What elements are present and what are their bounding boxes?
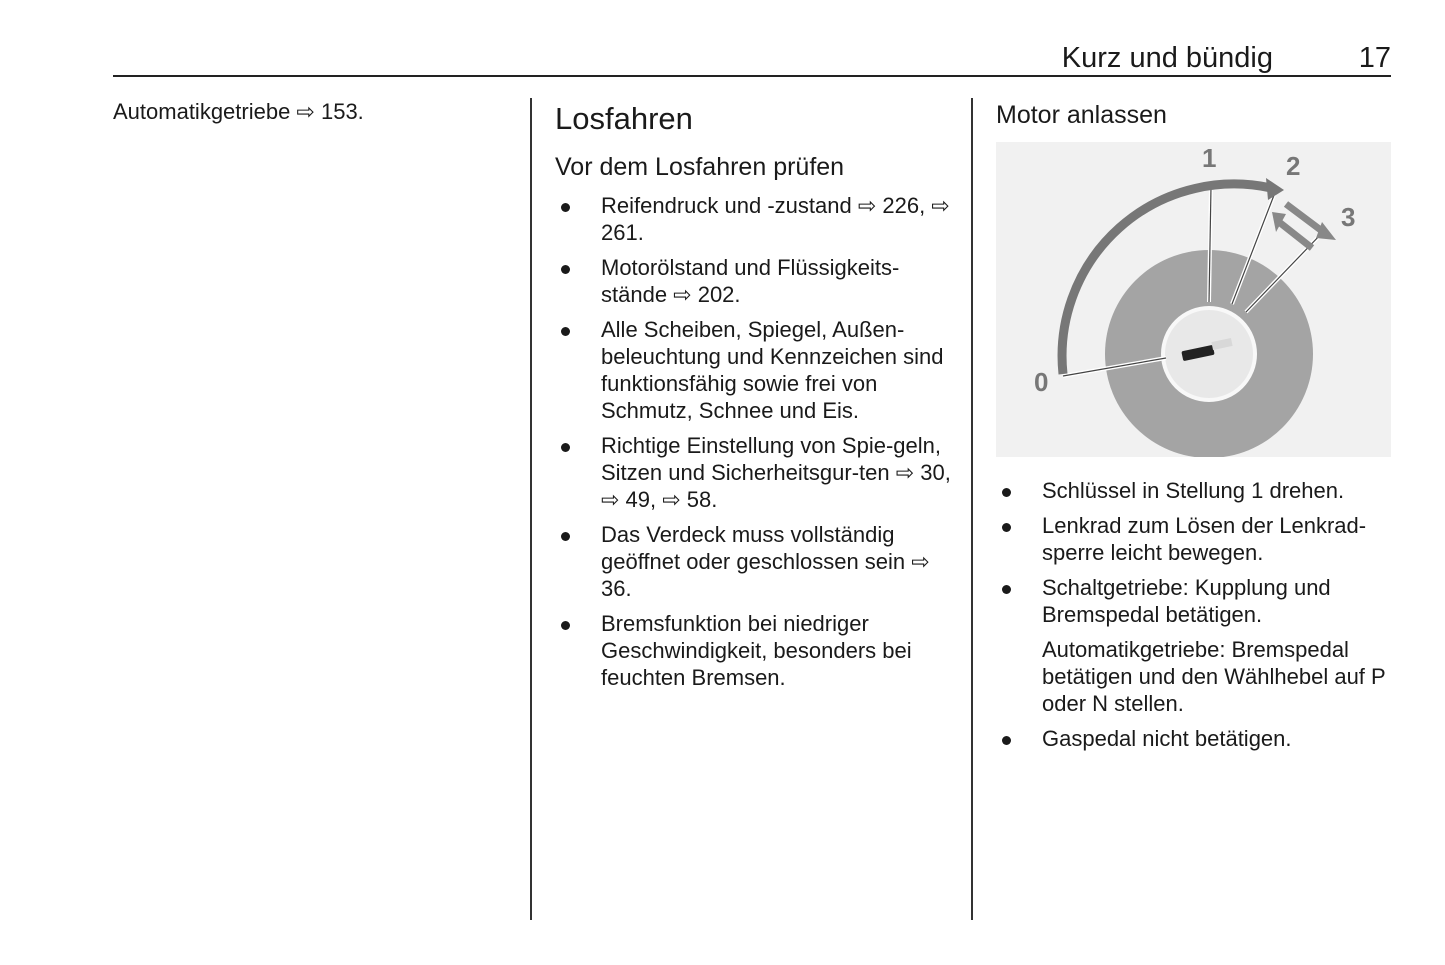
subsection-heading: Motor anlassen (996, 101, 1167, 129)
list-item: Schlüssel in Stellung 1 drehen. (996, 477, 1396, 504)
middle-column (555, 98, 955, 699)
bullet-icon (1002, 488, 1011, 497)
section-heading: Losfahren (555, 101, 693, 136)
list-item: Bremsfunktion bei niedriger Geschwindigkeit, besonders bei feuchten Bremsen. (555, 610, 955, 691)
right-column (996, 98, 1396, 760)
start-steps-list (996, 477, 1396, 752)
bullet-icon (1002, 585, 1011, 594)
column-divider (530, 98, 532, 920)
running-header-title: Kurz und bündig (1061, 42, 1273, 74)
checklist (555, 192, 955, 691)
page-number: 17 (1358, 42, 1391, 74)
bullet-icon (561, 443, 570, 452)
column-divider (971, 98, 973, 920)
position-label-3: 3 (1341, 202, 1356, 232)
list-item: Motorölstand und Flüssigkeits-stände ⇨ 202. (555, 254, 955, 308)
bullet-icon (561, 621, 570, 630)
bullet-icon (561, 203, 570, 212)
left-column (113, 98, 518, 125)
position-label-1: 1 (1202, 143, 1217, 173)
list-item: Das Verdeck muss vollständig geöffnet oder geschlossen sein ⇨ 36. (555, 521, 955, 602)
bullet-icon (561, 327, 570, 336)
list-item: Gaspedal nicht betätigen. (996, 725, 1396, 752)
cross-reference-text: Automatikgetriebe ⇨ 153. (113, 99, 364, 124)
bullet-icon (561, 532, 570, 541)
header-rule (113, 75, 1391, 77)
list-item: Reifendruck und -zustand ⇨ 226, ⇨ 261. (555, 192, 955, 246)
ignition-switch-illustration (996, 142, 1391, 457)
ignition-switch-figure (996, 142, 1391, 457)
bullet-icon (1002, 523, 1011, 532)
position-label-0: 0 (1034, 367, 1049, 397)
subsection-heading: Vor dem Losfahren prüfen (555, 153, 845, 181)
list-item: Lenkrad zum Lösen der Lenkrad-sperre leicht bewegen. (996, 512, 1396, 566)
position-label-2: 2 (1286, 151, 1301, 181)
bullet-icon (1002, 736, 1011, 745)
list-item-note: Automatikgetriebe: Bremspedal betätigen und den Wählhebel auf P oder N stellen. (1042, 637, 1386, 716)
bullet-icon (561, 265, 570, 274)
list-item: Alle Scheiben, Spiegel, Außen-beleuchtung und Kennzeichen sind funktionsfähig sowie frei von Schmutz, Schnee und Eis. (555, 316, 955, 424)
list-item: Schaltgetriebe: Kupplung und Bremspedal betätigen. Automatikgetriebe: Bremspedal betätigen und den Wählhebel auf P oder N stellen. (996, 574, 1396, 717)
list-item: Richtige Einstellung von Spie-geln, Sitzen und Sicherheitsgur-ten ⇨ 30, ⇨ 49, ⇨ 58. (555, 432, 955, 513)
